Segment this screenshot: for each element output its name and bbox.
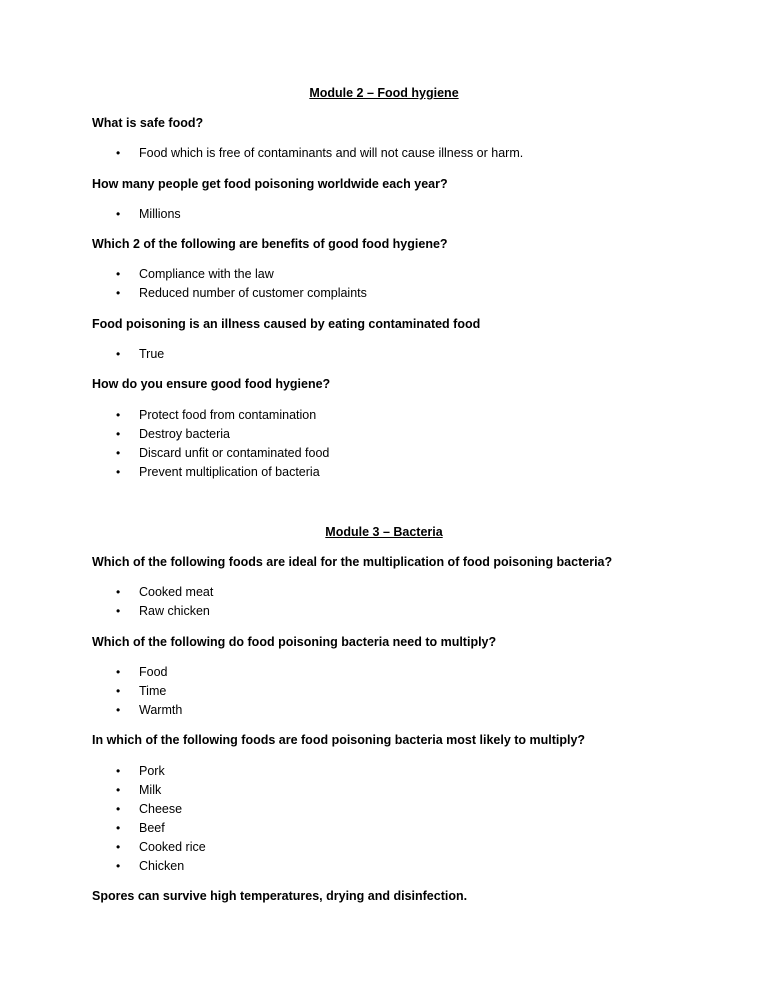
question-text: How many people get food poisoning worldwide each year?	[92, 177, 448, 191]
bullet-icon: •	[116, 347, 121, 361]
question-text: Which of the following do food poisoning bacteria need to multiply?	[92, 635, 497, 649]
bullet-icon: •	[116, 684, 121, 698]
bullet-icon: •	[116, 821, 121, 835]
question-text: Which 2 of the following are benefits of good food hygiene?	[92, 237, 448, 251]
bullet-icon: •	[116, 703, 121, 717]
bullet-icon: •	[116, 446, 121, 460]
question-text: Which of the following foods are ideal for the multiplication of food poisoning bacteria?	[92, 555, 613, 569]
question-text: Spores can survive high temperatures, drying and disinfection.	[92, 889, 468, 903]
bullet-icon: •	[116, 585, 121, 599]
bullet-icon: •	[116, 840, 121, 854]
bullet-icon: •	[116, 764, 121, 778]
section-heading: Module 3 – Bacteria	[325, 525, 443, 539]
bullet-icon: •	[116, 802, 121, 816]
bullet-icon: •	[116, 267, 121, 281]
bullet-icon: •	[116, 665, 121, 679]
bullet-icon: •	[116, 286, 121, 300]
bullet-icon: •	[116, 604, 121, 618]
bullet-icon: •	[116, 465, 121, 479]
bullet-icon: •	[116, 146, 121, 160]
question-text: What is safe food?	[92, 116, 204, 130]
bullet-icon: •	[116, 408, 121, 422]
question-text: Food poisoning is an illness caused by eating contaminated food	[92, 317, 481, 331]
question-text: In which of the following foods are food poisoning bacteria most likely to multiply?	[92, 733, 586, 747]
question-text: How do you ensure good food hygiene?	[92, 377, 331, 391]
document-page: Module 2 – Food hygiene What is safe food? • Food which is free of contaminants and will not cause illness or harm. How many people get food poisoning worldwide each year? • Millions Which 2 of the following are benefits of good food hygiene? • Compliance with the law • Reduced number of customer complaints Food poisoning is an illness caused by eating contaminated food • True How do you ensure good food hygiene? • Protect food from contamination • Destroy bacteria • Discard unfit or contaminated food • Prevent multiplication of bacteria Module 3 – Bacteria Which of the following foods are ideal for the multiplication of food poisoning bacteria? • Cooked meat • Raw chicken Which of the following do food poisoning bacteria need to multiply? • Food • Time • Warmth In which of the following foods are food poisoning bacteria most likely to multiply? • Pork • Milk • Cheese • Beef • Cooked rice • Chicken Spores can survive high temperatures, drying and disinfection.	[0, 0, 768, 994]
bullet-icon: •	[116, 859, 121, 873]
section-heading: Module 2 – Food hygiene	[309, 86, 459, 100]
bullet-icon: •	[116, 427, 121, 441]
bullet-icon: •	[116, 207, 121, 221]
bullet-icon: •	[116, 783, 121, 797]
